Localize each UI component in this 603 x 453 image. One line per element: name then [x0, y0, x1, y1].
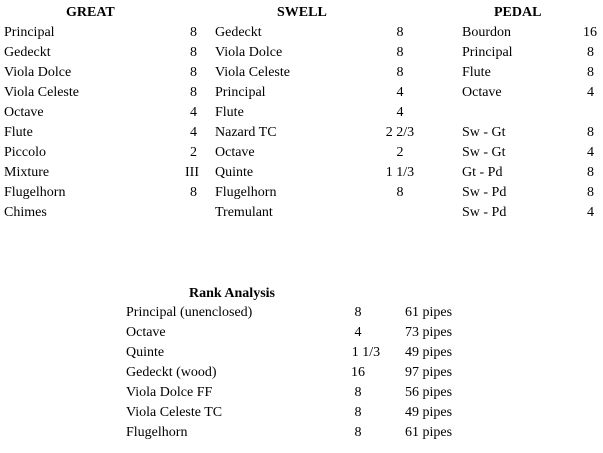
great-stop: [4, 103, 200, 123]
great-stop: [4, 83, 200, 103]
rank-name: Gedeckt (wood): [126, 365, 217, 380]
coupler: [462, 123, 597, 143]
swell-stop: [215, 43, 435, 63]
stop-pitch: 8: [190, 65, 197, 80]
stop-name: Principal: [462, 45, 513, 60]
stop-name: Mixture: [4, 165, 50, 180]
stop-name: Octave: [215, 145, 255, 160]
stop-pitch: 8: [396, 185, 404, 200]
rank-pipes: 97 pipes: [405, 365, 453, 380]
rank-name: Viola Dolce FF: [126, 385, 213, 400]
great-stop: [4, 183, 200, 203]
stop-name: Nazard TC: [215, 125, 277, 140]
stop-name: Viola Dolce: [215, 45, 283, 60]
rank-name: Quinte: [126, 345, 165, 360]
stop-name: Principal: [4, 25, 55, 40]
stop-name: Viola Dolce: [4, 65, 72, 80]
rank-pitch: 8: [354, 405, 362, 420]
swell-stop: [215, 143, 435, 163]
rank-pitch: 4: [354, 325, 362, 340]
stop-pitch: III: [185, 165, 199, 180]
pedal-stop: [462, 63, 597, 83]
rank-pipes: 73 pipes: [405, 325, 453, 340]
stop-name: Flugelhorn: [4, 185, 66, 200]
stop-pitch: 4: [396, 105, 404, 120]
swell-stop: [215, 23, 435, 43]
rank-row: [126, 423, 466, 443]
stop-pitch: 4: [587, 85, 594, 100]
coupler: [462, 183, 597, 203]
pedal-stop: [462, 43, 597, 63]
rank-pitch: 8: [354, 305, 362, 320]
swell-stop: [215, 203, 435, 223]
stop-pitch: 2: [396, 145, 404, 160]
pedal-stop: [462, 83, 597, 103]
great-stop: [4, 163, 200, 183]
stop-pitch: 1 1/3: [385, 165, 415, 180]
swell-stop: [215, 63, 435, 83]
coupler-pitch: 4: [587, 145, 594, 160]
rank-pipes: 61 pipes: [405, 305, 453, 320]
swell-stop: [215, 103, 435, 123]
stop-pitch: 16: [583, 25, 597, 40]
stop-pitch: 4: [190, 105, 197, 120]
rank-row: [126, 363, 466, 383]
stop-pitch: 2 2/3: [385, 125, 415, 140]
coupler: [462, 143, 597, 163]
rank-pitch: 16: [351, 365, 365, 380]
coupler-name: Sw - Gt: [462, 125, 506, 140]
pedal-stop: [462, 23, 597, 43]
coupler: [462, 163, 597, 183]
rank-row: [126, 403, 466, 423]
rank-pipes: 49 pipes: [405, 345, 453, 360]
swell-stop: [215, 83, 435, 103]
rank-analysis-heading: Rank Analysis: [189, 286, 275, 301]
rank-name: Viola Celeste TC: [126, 405, 223, 420]
stop-name: Gedeckt: [215, 25, 262, 40]
stop-name: Gedeckt: [4, 45, 51, 60]
stop-name: Viola Celeste: [215, 65, 290, 80]
stop-pitch: 2: [190, 145, 197, 160]
coupler-pitch: 8: [587, 185, 594, 200]
stop-name: Bourdon: [462, 25, 511, 40]
pedal-heading: PEDAL: [494, 5, 542, 20]
rank-row: [126, 383, 466, 403]
rank-pitch: 1 1/3: [351, 345, 381, 360]
great-stop: [4, 143, 200, 163]
stop-name: Octave: [462, 85, 502, 100]
stop-name: Flugelhorn: [215, 185, 277, 200]
rank-pitch: 8: [354, 385, 362, 400]
stop-pitch: 8: [396, 25, 404, 40]
stop-name: Piccolo: [4, 145, 46, 160]
stop-name: Quinte: [215, 165, 254, 180]
stop-name: Principal: [215, 85, 266, 100]
stop-name: Flute: [215, 105, 244, 120]
great-stop: [4, 63, 200, 83]
stop-name: Flute: [4, 125, 33, 140]
coupler-name: Sw - Gt: [462, 145, 506, 160]
stop-pitch: 8: [190, 185, 197, 200]
stop-pitch: 8: [396, 45, 404, 60]
swell-heading: SWELL: [277, 5, 327, 20]
rank-row: [126, 343, 466, 363]
rank-pipes: 61 pipes: [405, 425, 453, 440]
stop-name: Viola Celeste: [4, 85, 79, 100]
stop-pitch: 8: [190, 45, 197, 60]
coupler-pitch: 8: [587, 165, 594, 180]
great-heading: GREAT: [66, 5, 115, 20]
coupler-name: Gt - Pd: [462, 165, 503, 180]
rank-row: [126, 323, 466, 343]
coupler: [462, 203, 597, 223]
stop-pitch: 8: [396, 65, 404, 80]
rank-name: Flugelhorn: [126, 425, 188, 440]
great-stop: [4, 203, 200, 223]
stop-pitch: 8: [190, 85, 197, 100]
stop-name: Chimes: [4, 205, 47, 220]
great-stop: [4, 123, 200, 143]
swell-stop: [215, 163, 435, 183]
great-stop: [4, 43, 200, 63]
great-stop: [4, 23, 200, 43]
rank-row: [126, 303, 466, 323]
swell-stop: [215, 183, 435, 203]
stop-pitch: 8: [587, 65, 594, 80]
stop-name: Octave: [4, 105, 44, 120]
rank-name: Principal (unenclosed): [126, 305, 253, 320]
rank-pitch: 8: [354, 425, 362, 440]
stop-pitch: 8: [190, 25, 197, 40]
coupler-name: Sw - Pd: [462, 205, 507, 220]
coupler-pitch: 8: [587, 125, 594, 140]
rank-name: Octave: [126, 325, 166, 340]
stop-pitch: 4: [190, 125, 197, 140]
coupler-pitch: 4: [587, 205, 594, 220]
stop-pitch: 8: [587, 45, 594, 60]
stop-name: Tremulant: [215, 205, 273, 220]
rank-pipes: 56 pipes: [405, 385, 453, 400]
stop-name: Flute: [462, 65, 491, 80]
swell-stop: [215, 123, 435, 143]
rank-pipes: 49 pipes: [405, 405, 453, 420]
coupler-name: Sw - Pd: [462, 185, 507, 200]
stop-pitch: 4: [396, 85, 404, 100]
